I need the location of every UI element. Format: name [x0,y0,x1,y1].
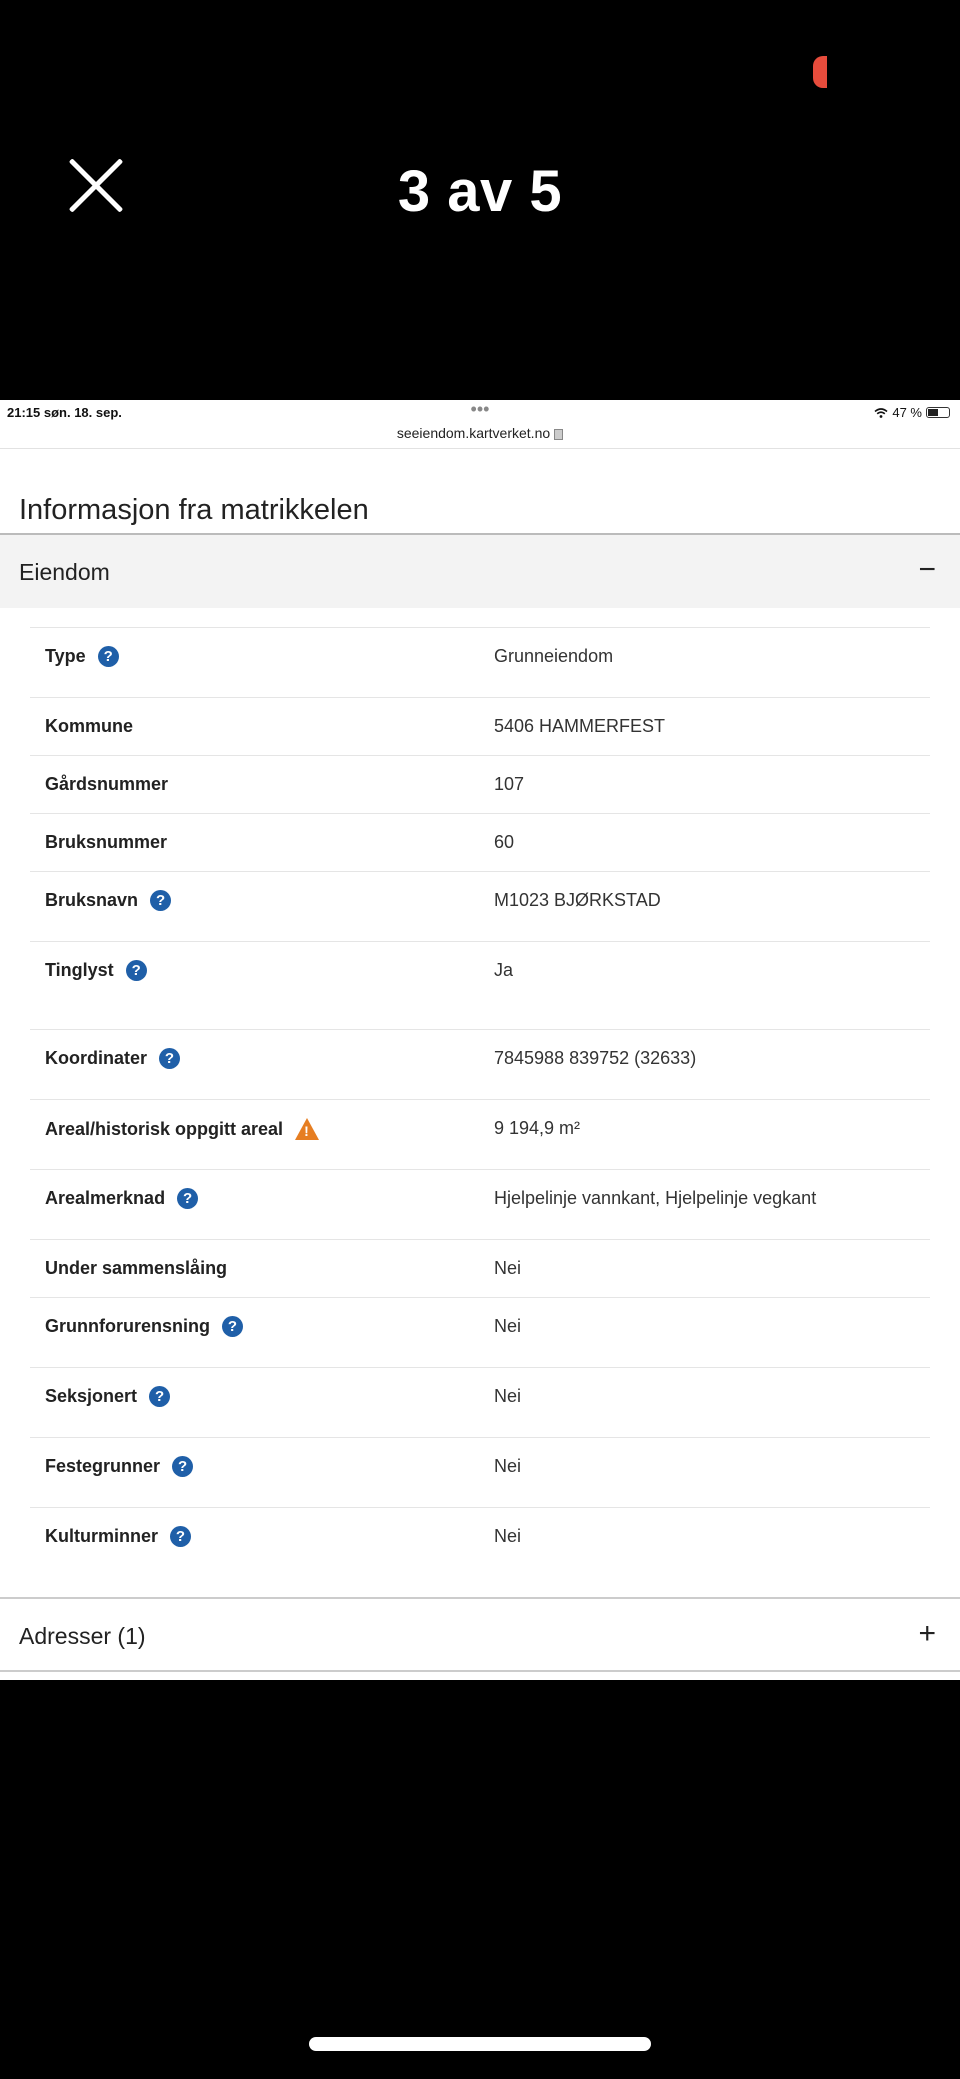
table-row [30,941,930,1029]
table-row [30,755,930,813]
row-key-areal: Areal/historisk oppgitt areal ! [45,1118,319,1140]
table-row [30,1437,930,1507]
row-value: Nei [494,1258,522,1278]
status-right [874,405,950,420]
help-icon[interactable]: ? [150,890,171,911]
table-row [30,697,930,755]
row-key-grunnforurensning: Grunnforurensning ? [45,1316,243,1337]
screenshot-content [0,400,960,1680]
battery-icon [926,407,950,418]
row-value: M1023 BJØRKSTAD [494,890,661,910]
warning-icon[interactable]: ! [295,1118,319,1140]
table-row [30,1297,930,1367]
accordion-adresser-header[interactable] [0,1599,960,1671]
viewer-title: 3 av 5 [397,159,563,224]
row-key-bruksnavn: Bruksnavn ? [45,890,171,911]
help-icon[interactable]: ? [159,1048,180,1069]
row-value: 9 194,9 m² [494,1118,581,1138]
property-table [30,627,930,1577]
row-key-tinglyst: Tinglyst ? [45,960,147,981]
row-key-bruksnummer: Bruksnummer [45,832,168,852]
table-row [30,1507,930,1577]
table-row [30,1367,930,1437]
row-value: Grunneiendom [494,646,614,666]
row-key-kulturminner: Kulturminner ? [45,1526,191,1547]
table-row [30,813,930,871]
browser-dots: ••• [470,400,490,419]
collapse-icon[interactable]: − [918,553,936,586]
row-key-gardsnummer: Gårdsnummer [45,774,169,794]
table-row [30,871,930,941]
table-row [30,1099,930,1169]
accordion-eiendom-header[interactable] [0,533,960,608]
help-icon[interactable]: ? [170,1526,191,1547]
table-row [30,1169,930,1239]
row-key-seksjonert: Seksjonert ? [45,1386,170,1407]
row-key-sammenslaing: Under sammenslåing [45,1258,228,1278]
row-key-type: Type ? [45,646,119,667]
help-icon[interactable]: ? [126,960,147,981]
row-value: 7845988 839752 (32633) [494,1048,697,1068]
address-bar[interactable] [0,425,960,441]
row-value: Nei [494,1526,522,1546]
row-value: Ja [494,960,514,980]
table-row [30,1239,930,1297]
table-row [30,1029,930,1099]
expand-icon[interactable]: + [918,1617,936,1650]
accordion-eiendom-title: Eiendom [19,559,110,585]
help-icon[interactable]: ? [98,646,119,667]
row-key-kommune: Kommune [45,716,134,736]
help-icon[interactable]: ? [149,1386,170,1407]
table-row [30,627,930,697]
status-bar [0,400,960,448]
row-key-arealmerknad: Arealmerknad ? [45,1188,198,1209]
row-value: Hjelpelinje vannkant, Hjelpelinje vegkant [494,1188,817,1208]
row-value: Nei [494,1456,522,1476]
recording-indicator [813,56,827,88]
help-icon[interactable]: ? [222,1316,243,1337]
wifi-icon [874,408,888,418]
url-text: seeiendom.kartverket.no [396,425,551,441]
row-key-koordinater: Koordinater ? [45,1048,180,1069]
row-value: Nei [494,1316,522,1336]
row-key-festegrunner: Festegrunner ? [45,1456,193,1477]
lock-icon [554,429,563,440]
help-icon[interactable]: ? [172,1456,193,1477]
page-title: Informasjon fra matrikkelen [19,494,369,526]
row-value: Nei [494,1386,522,1406]
row-value: 107 [494,774,525,794]
home-indicator[interactable] [309,2037,651,2051]
row-value: 5406 HAMMERFEST [494,716,666,736]
row-value: 60 [494,832,515,852]
accordion-adresser-title: Adresser (1) [19,1623,146,1649]
status-time: 21:15 søn. 18. sep. [7,405,122,420]
help-icon[interactable]: ? [177,1188,198,1209]
battery-percent: 47 % [892,405,922,420]
